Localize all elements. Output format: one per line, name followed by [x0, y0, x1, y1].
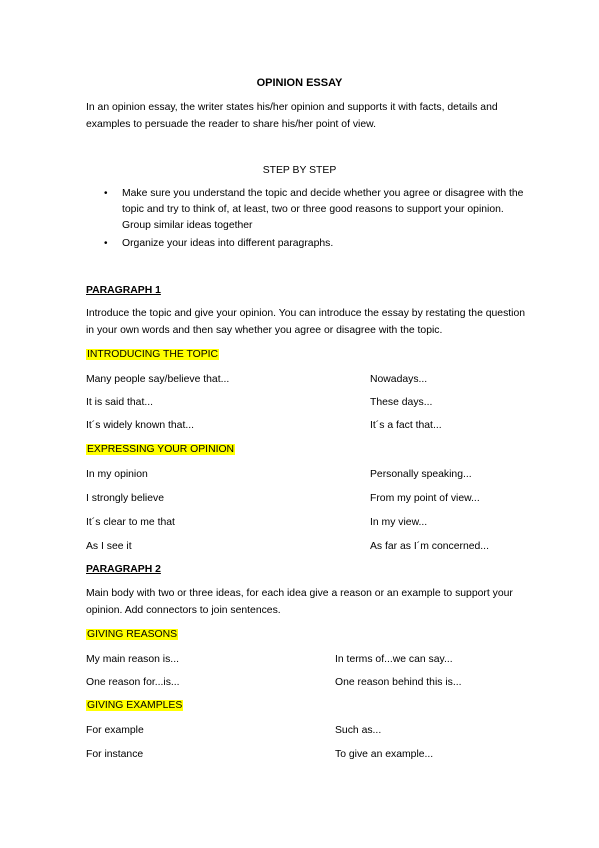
- giving-examples-label: [86, 699, 183, 713]
- phrase-left: Many people say/believe that...: [86, 374, 230, 385]
- giving-reasons-label: [86, 628, 178, 642]
- phrase-right: As far as I´m concerned...: [370, 541, 489, 552]
- document-title: OPINION ESSAY: [256, 77, 343, 89]
- step-by-step-heading: STEP BY STEP: [262, 165, 337, 176]
- phrase-right: It´s a fact that...: [370, 420, 442, 431]
- bullet-icon: •: [104, 238, 108, 249]
- list-item: [104, 186, 524, 234]
- phrase-right: In my view...: [370, 517, 428, 528]
- step-bullet-list: [104, 186, 524, 254]
- phrase-right: To give an example...: [335, 749, 434, 760]
- phrase-left: It is said that...: [86, 397, 153, 408]
- phrase-right: Personally speaking...: [370, 469, 472, 480]
- paragraph2-text: Main body with two or three ideas, for each idea give a reason or an example to support your opinion. Add connectors to join sentences.: [86, 588, 513, 616]
- paragraph2-heading: PARAGRAPH 2: [86, 564, 161, 575]
- phrase-left: In my opinion: [86, 469, 148, 480]
- bullet-text: Make sure you understand the topic and decide whether you agree or disagree with the topic and try to think of, at least, two or three good reasons to support your opinion. Group similar ideas together: [122, 188, 524, 231]
- phrase-right: These days...: [370, 397, 433, 408]
- phrase-right: Such as...: [335, 725, 382, 736]
- intro-paragraph: In an opinion essay, the writer states his/her opinion and supports it with facts, details and examples to persuade the reader to share his/her point of view.: [86, 102, 498, 130]
- highlight: GIVING EXAMPLES: [87, 700, 183, 711]
- expressing-opinion-label: [86, 443, 235, 457]
- phrase-right: One reason behind this is...: [335, 677, 462, 688]
- bullet-text: Organize your ideas into different paragraphs.: [122, 238, 334, 249]
- paragraph1-text: Introduce the topic and give your opinion. You can introduce the essay by restating the question in your own words and then say whether you agree or disagree with the topic.: [86, 308, 526, 336]
- phrase-left: For instance: [86, 749, 144, 760]
- phrase-right: From my point of view...: [370, 493, 480, 504]
- phrase-left: I strongly believe: [86, 493, 164, 504]
- phrase-left: As I see it: [86, 541, 132, 552]
- highlight: EXPRESSING YOUR OPINION: [87, 444, 235, 455]
- introducing-topic-label: [86, 348, 219, 362]
- phrase-left: It´s widely known that...: [86, 420, 194, 431]
- phrase-left: My main reason is...: [86, 654, 179, 665]
- phrase-left: For example: [86, 725, 144, 736]
- highlight: GIVING REASONS: [87, 629, 178, 640]
- paragraph1-heading: PARAGRAPH 1: [86, 285, 161, 296]
- bullet-icon: •: [104, 188, 108, 199]
- phrase-left: It´s clear to me that: [86, 517, 175, 528]
- highlight: INTRODUCING THE TOPIC: [87, 349, 219, 360]
- phrase-left: One reason for...is...: [86, 677, 180, 688]
- phrase-right: Nowadays...: [370, 374, 428, 385]
- phrase-right: In terms of...we can say...: [335, 654, 453, 665]
- list-item: [104, 236, 524, 252]
